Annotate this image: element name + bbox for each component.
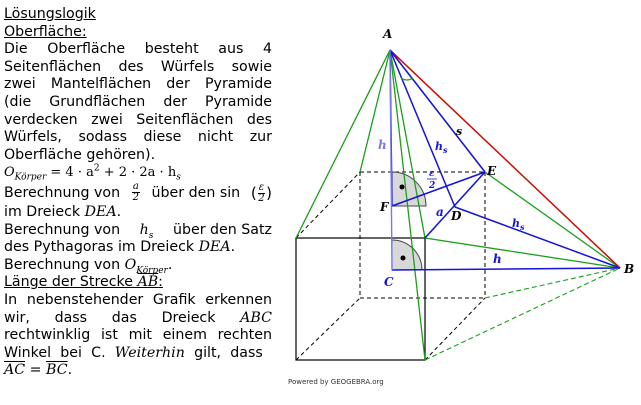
surface-heading: Oberfläche: xyxy=(4,23,87,40)
heading: Lösungslogik xyxy=(4,6,96,22)
label-b: B xyxy=(624,262,635,276)
label-a: A xyxy=(383,27,393,41)
label-f: F xyxy=(380,200,389,214)
label-c: C xyxy=(384,275,394,289)
para-line: In nebenstehender Grafik erkennen xyxy=(4,291,272,308)
calc-line-3: Berechnung von $O_{Körper}$. xyxy=(4,256,173,276)
cube-hidden-edges xyxy=(296,172,485,360)
surface-formula: $O_{Körper} = 4 \cdot a^2 + 2 \cdot 2a \cdot h_s$ xyxy=(4,164,181,183)
calc-line-2: Berechnung von $h_s$ über den Satz xyxy=(4,221,272,241)
label-h-bottom: h xyxy=(493,252,502,266)
para-line: wir, dass das Dreieck ABC xyxy=(4,309,272,326)
right-angle-marker-f xyxy=(392,172,426,206)
right-angle-dot-c xyxy=(401,256,406,261)
label-a-side: a xyxy=(436,205,444,219)
svg-text:2: 2 xyxy=(429,181,436,191)
surface-line: verdecken zwei Seitenflächen des xyxy=(4,111,272,128)
surface-line: Würfels, sodass diese nicht zur xyxy=(4,129,272,146)
calc-line-1b: im Dreieck DEA. xyxy=(4,203,122,220)
para-line-last: $\overline{AC} = \overline{BC}$. xyxy=(4,362,73,379)
label-e: E xyxy=(487,164,497,178)
surface-line: Die Oberfläche besteht aus 4 xyxy=(4,41,272,58)
pyramid-edges xyxy=(296,50,620,360)
height-line xyxy=(390,50,392,270)
para-line: rechtwinklig ist mit einem rechten xyxy=(4,327,272,344)
geometry-figure xyxy=(280,20,640,395)
calc-line-1: Berechnung von $\frac{a}{2}$ über den sin ( $\frac{\varepsilon}{2}$ ) xyxy=(4,180,272,204)
svg-text:ε: ε xyxy=(429,169,435,179)
surface-line: (die Grundflächen der Pyramide xyxy=(4,93,272,110)
surface-line-last: Oberfläche gehören). xyxy=(4,146,156,163)
surface-line: zwei Mantelflächen der Pyramide xyxy=(4,76,272,93)
label-d: D xyxy=(451,209,462,223)
sin-argument: ( $\frac{\varepsilon}{2}$ ) xyxy=(250,181,272,204)
surface-line: Seitenflächen des Würfels sowie xyxy=(4,58,272,75)
label-s: s xyxy=(456,125,463,138)
geogebra-credit: Powered by GEOGEBRA.org xyxy=(288,378,384,386)
label-hs-right: $h_s$ xyxy=(512,217,525,232)
para-line: Winkel bei C. Weiterhin gilt, dass xyxy=(4,344,263,361)
solution-text xyxy=(4,6,272,380)
calc-line-2b: des Pythagoras im Dreieck DEA. xyxy=(4,239,236,256)
label-epsilon-half xyxy=(427,169,437,191)
right-angle-marker-c xyxy=(392,240,422,270)
right-angle-dot-f xyxy=(400,185,405,190)
label-hs-top: $h_s$ xyxy=(435,140,448,155)
label-h-left: h xyxy=(378,138,387,152)
pyramid-hidden-edges xyxy=(425,268,620,360)
fraction-a-half: $\frac{a}{2}$ xyxy=(132,180,139,203)
length-heading: Länge der Strecke AB: xyxy=(4,274,163,291)
